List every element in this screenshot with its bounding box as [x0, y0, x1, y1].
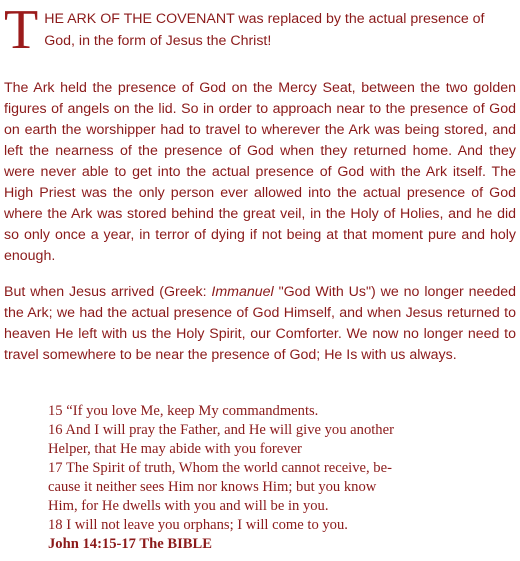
- scripture-line: 17 The Spirit of truth, Whom the world cannot receive, be-: [48, 460, 392, 476]
- scripture-reference: John 14:15-17 The BIBLE: [48, 536, 212, 552]
- immanuel-italic: Immanuel: [211, 284, 274, 300]
- scripture-line: 16 And I will pray the Father, and He will give you another: [48, 422, 394, 438]
- scripture-line: Him, for He dwells with you and will be in you.: [48, 498, 329, 514]
- scripture-line: cause it neither sees Him nor knows Him; but you know: [48, 479, 377, 495]
- scripture-quote: [48, 402, 468, 554]
- drop-cap: T: [4, 0, 39, 61]
- paragraph-jesus: [4, 282, 516, 366]
- paragraph-ark: The Ark held the presence of God on the Mercy Seat, between the two golden figures of angels on the lid. So in order to approach near to the presence of God on earth the worshipper had to travel to wherever the Ark was being stored, and left the nearness of the presence of God when they returned home. And they were never able to get into the actual presence of God with the Ark itself. The High Priest was the only person ever allowed into the actual presence of God where the Ark was stored behind the great veil, in the Holy of Holies, and he did so only once a year, in terror of dying if not being at that moment pure and holy enough.: [4, 80, 516, 264]
- intro-heading: [4, 0, 516, 61]
- scripture-line: 15 “If you love Me, keep My commandments.: [48, 403, 319, 419]
- intro-text: HE ARK OF THE COVENANT was replaced by the actual presence of God, in the form of Jesus the Christ!: [44, 11, 485, 49]
- paragraph-jesus-after: "God With Us") we no longer needed the Ark; we had the actual presence of God Himself, and when Jesus returned to heaven He left with us the Holy Spirit, our Comforter. We now no longer need to travel somewhere to be near the presence of God; He Is with us always.: [4, 284, 516, 363]
- paragraph-jesus-before: But when Jesus arrived (Greek:: [4, 284, 212, 300]
- scripture-line: Helper, that He may abide with you forever: [48, 441, 302, 457]
- scripture-line: 18 I will not leave you orphans; I will come to you.: [48, 517, 348, 533]
